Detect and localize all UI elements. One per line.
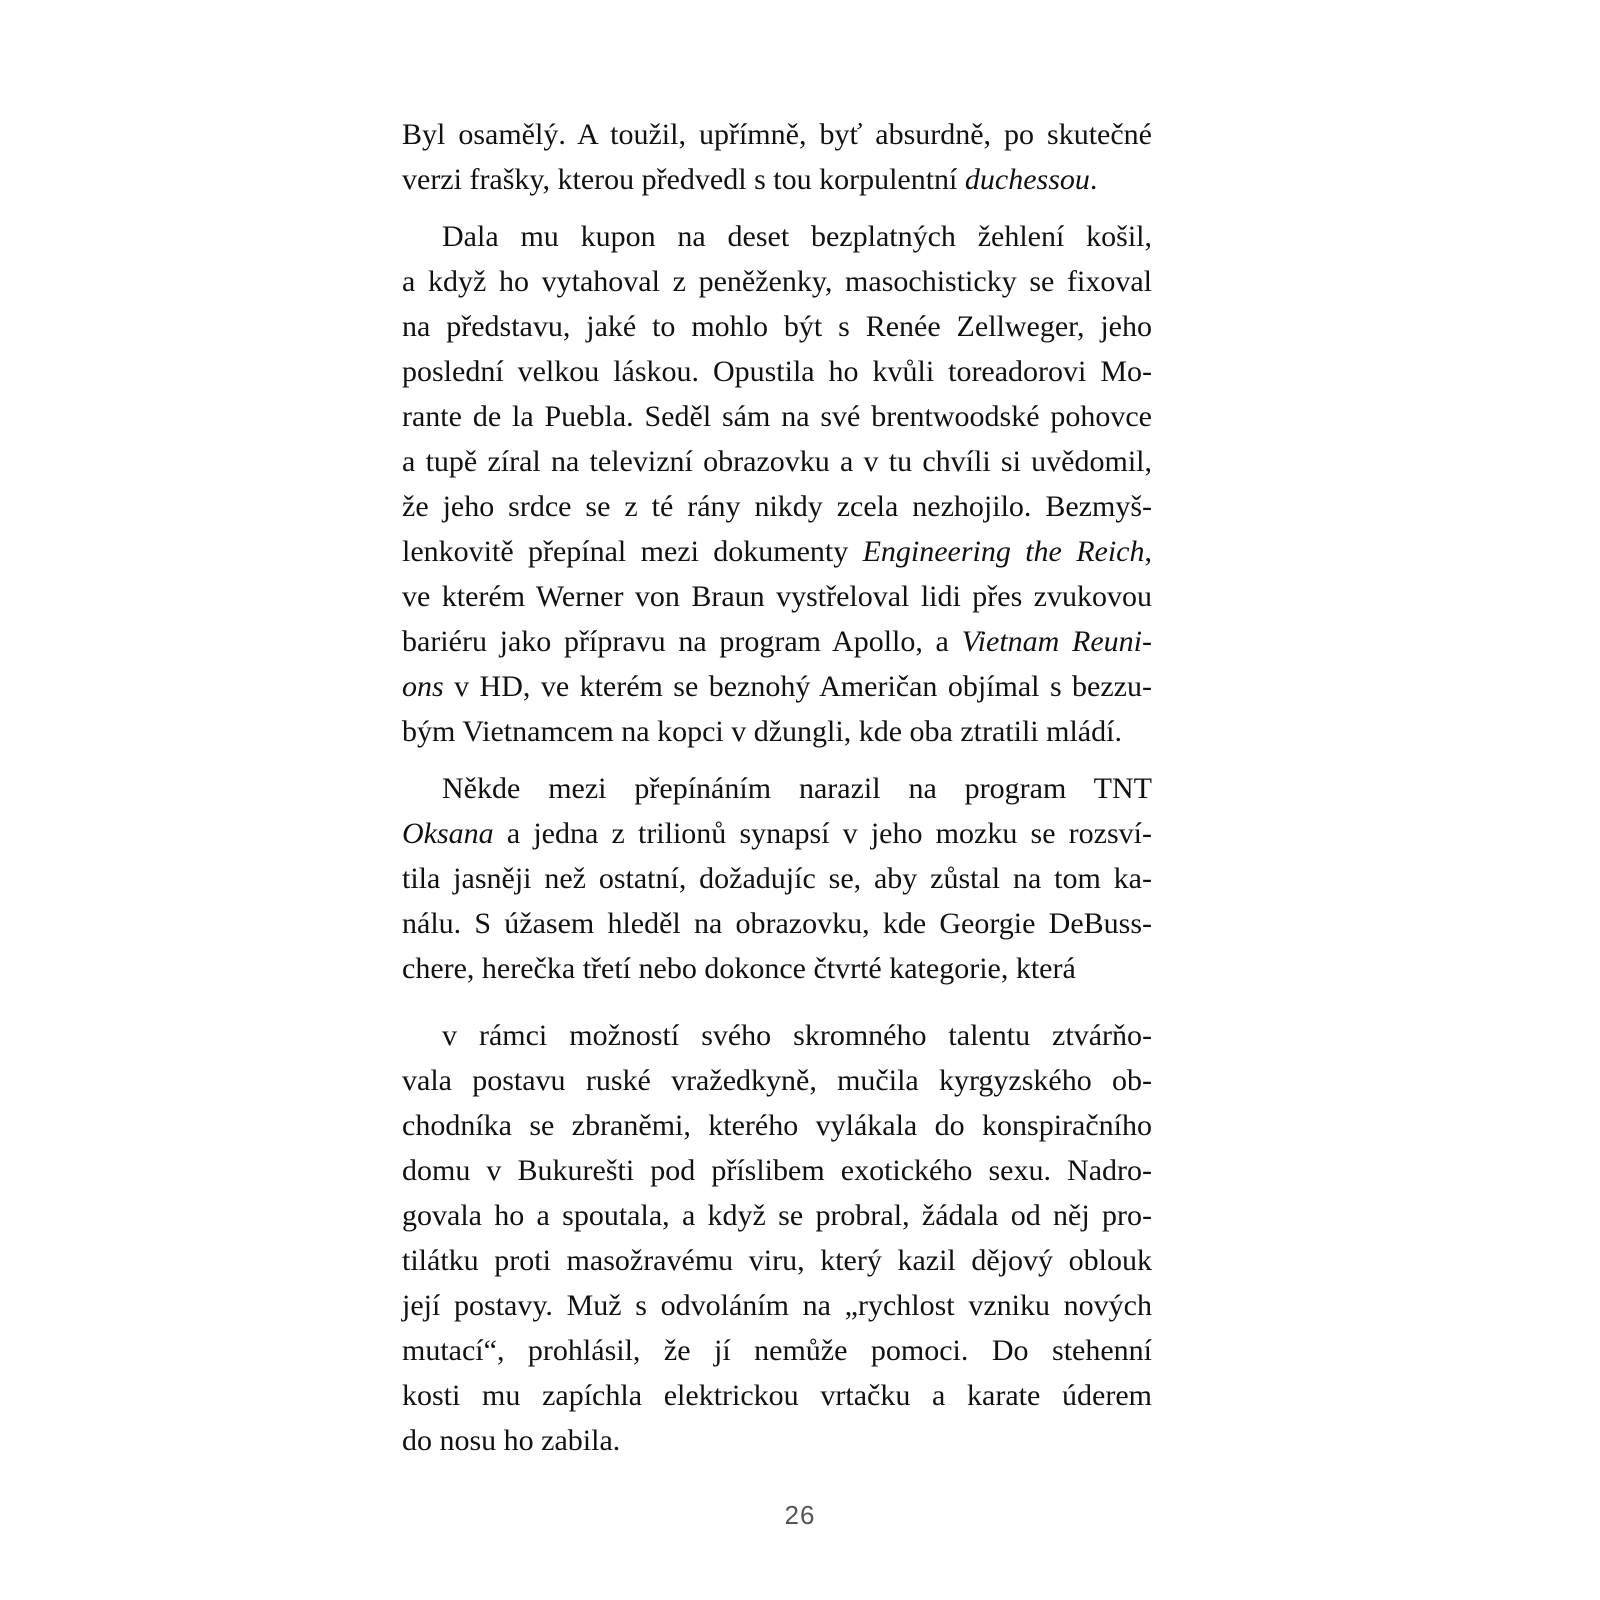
text-line — [402, 664, 1152, 709]
text-run: vala postavu ruské vražedkyně, mučila kyrgyzského ob- — [402, 1064, 1152, 1097]
text-line — [402, 304, 1152, 349]
text-line — [402, 214, 1152, 259]
text-run: její postavy. Muž s odvoláním na „rychlost vzniku nových — [402, 1289, 1152, 1322]
text-run: v rámci možností svého skromného talentu ztvárňo- — [442, 1019, 1152, 1052]
text-run: ve kterém Werner von Braun vystřeloval lidi přes zvukovou — [402, 580, 1152, 613]
text-run: a tupě zíral na televizní obrazovku a v tu chvíli si uvědomil, — [402, 445, 1152, 478]
italic-text-run: duchessou — [964, 163, 1090, 196]
text-line — [402, 259, 1152, 304]
text-run: , — [1144, 535, 1152, 568]
text-line — [402, 574, 1152, 619]
text-run: Někde mezi přepínáním narazil na program TNT — [442, 772, 1152, 805]
text-run: chere, herečka třetí nebo dokonce čtvrté kategorie, která — [402, 952, 1076, 985]
text-line — [402, 1013, 1152, 1058]
page-number: 26 — [784, 1500, 816, 1530]
text-line — [402, 112, 1152, 157]
text-line — [402, 394, 1152, 439]
text-line — [402, 1148, 1152, 1193]
text-line — [402, 901, 1152, 946]
body-text — [402, 112, 1152, 1463]
text-run: verzi frašky, kterou předvedl s tou korpulentní — [402, 163, 965, 196]
text-line — [402, 1418, 1152, 1463]
text-run: mutací“, prohlásil, že jí nemůže pomoci. Do stehenní — [402, 1334, 1152, 1367]
text-run: tilátku proti masožravému viru, který kazil dějový oblouk — [402, 1244, 1152, 1277]
italic-text-run: Vietnam Reuni- — [961, 625, 1152, 658]
text-run: Byl osamělý. A toužil, upřímně, byť absurdně, po skutečné — [402, 118, 1152, 151]
text-run: Dala mu kupon na deset bezplatných žehlení košil, — [442, 220, 1152, 253]
text-line — [402, 766, 1152, 811]
text-line — [402, 856, 1152, 901]
text-line — [402, 619, 1152, 664]
italic-text-run: ons — [402, 670, 444, 703]
text-line — [402, 1058, 1152, 1103]
italic-text-run: Oksana — [402, 817, 494, 850]
text-line — [402, 484, 1152, 529]
text-line — [402, 529, 1152, 574]
text-line — [402, 811, 1152, 856]
text-line — [402, 1373, 1152, 1418]
text-line — [402, 1103, 1152, 1148]
text-run: kosti mu zapíchla elektrickou vrtačku a karate úderem — [402, 1379, 1152, 1412]
text-line — [402, 709, 1152, 754]
text-run: rante de la Puebla. Seděl sám na své brentwoodské pohovce — [402, 400, 1152, 433]
text-run: na představu, jaké to mohlo být s Renée Zellweger, jeho — [402, 310, 1152, 343]
text-run: govala ho a spoutala, a když se probral, žádala od něj pro- — [402, 1199, 1152, 1232]
text-line — [402, 157, 1152, 202]
text-line — [402, 1193, 1152, 1238]
text-run: že jeho srdce se z té rány nikdy zcela nezhojilo. Bezmyš- — [402, 490, 1152, 523]
text-run: bariéru jako přípravu na program Apollo, a — [402, 625, 962, 658]
text-run: nálu. S úžasem hleděl na obrazovku, kde Georgie DeBuss- — [402, 907, 1152, 940]
text-run: v HD, ve kterém se beznohý Američan objímal s bezzu- — [443, 670, 1152, 703]
text-run: chodníka se zbraněmi, kterého vylákala do konspiračního — [402, 1109, 1152, 1142]
text-line — [402, 349, 1152, 394]
text-line — [402, 1283, 1152, 1328]
text-run: lenkovitě přepínal mezi dokumenty — [402, 535, 863, 568]
text-run: do nosu ho zabila. — [402, 1424, 621, 1457]
text-run: . — [1089, 163, 1098, 196]
text-line — [402, 1328, 1152, 1373]
text-run: tila jasněji než ostatní, dožadujíc se, aby zůstal na tom ka- — [402, 862, 1152, 895]
text-line — [402, 1238, 1152, 1283]
italic-text-run: Engineering the Reich — [862, 535, 1145, 568]
text-run: a když ho vytahoval z peněženky, masochisticky se fixoval — [402, 265, 1152, 298]
text-run: a jedna z trilionů synapsí v jeho mozku se rozsví- — [493, 817, 1152, 850]
text-run: poslední velkou láskou. Opustila ho kvůli toreadorovi Mo- — [402, 355, 1152, 388]
text-line — [402, 439, 1152, 484]
text-line — [402, 946, 1152, 991]
text-run: domu v Bukurešti pod příslibem exotického sexu. Nadro- — [402, 1154, 1152, 1187]
text-run: bým Vietnamcem na kopci v džungli, kde oba ztratili mládí. — [402, 715, 1122, 748]
